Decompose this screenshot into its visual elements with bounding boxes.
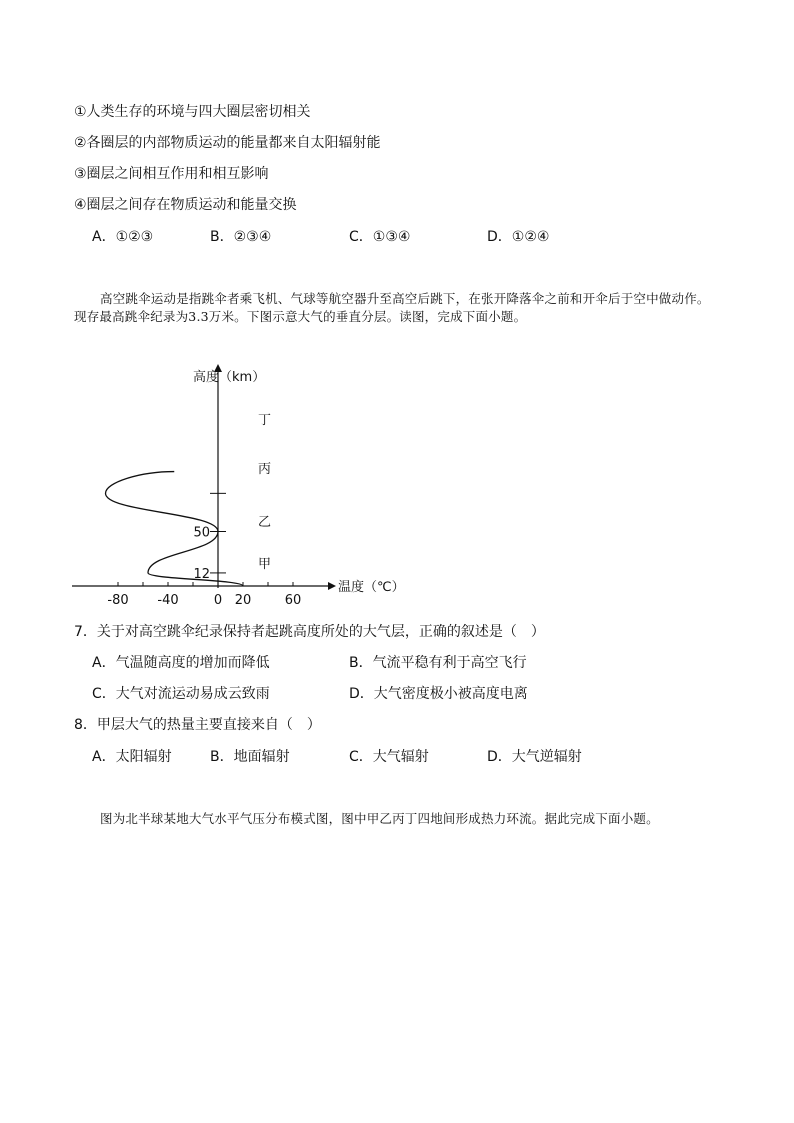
x-tick-label: 20	[234, 593, 252, 608]
q7-option-a[interactable]	[92, 654, 270, 672]
option-text: ①②④	[511, 229, 550, 245]
statement-4: ④圈层之间存在物质运动和能量交换	[74, 197, 297, 213]
x-tick-label: 60	[284, 593, 302, 608]
q6-option-b[interactable]	[210, 228, 271, 246]
q7-option-d[interactable]	[349, 685, 528, 703]
option-letter: B．	[349, 655, 373, 671]
option-text: 大气对流运动易成云致雨	[115, 686, 270, 702]
option-letter: D．	[349, 686, 374, 702]
statement-1: ①人类生存的环境与四大圈层密切相关	[74, 104, 311, 120]
option-text: 气流平稳有利于高空飞行	[372, 655, 527, 671]
passage-skydiving	[74, 290, 722, 326]
temperature-curve	[106, 472, 244, 586]
x-tick-label: 0	[213, 593, 223, 608]
option-text: 地面辐射	[233, 749, 290, 765]
passage-skydiving-text: 高空跳伞运动是指跳伞者乘飞机、气球等航空器升至高空后跳下，在张开降落伞之前和开伞后于空中做动作。现存最高跳伞纪录为3.3万米。下图示意大气的垂直分层。读图，完成下面小题。	[74, 291, 710, 324]
q7-option-c[interactable]	[92, 685, 270, 703]
q8-option-c[interactable]	[349, 748, 429, 766]
option-letter: C．	[349, 229, 373, 245]
q6-option-a[interactable]	[92, 228, 153, 246]
layer-label-ding: 丁	[258, 413, 272, 428]
option-letter: B．	[210, 749, 234, 765]
option-letter: A．	[92, 655, 116, 671]
option-letter: B．	[210, 229, 234, 245]
option-text: ②③④	[233, 229, 272, 245]
y-tick-label: 12	[193, 566, 210, 582]
x-tick-label: -80	[107, 593, 129, 608]
q7-option-b[interactable]	[349, 654, 527, 672]
q8-option-a[interactable]	[92, 748, 172, 766]
layer-label-bing: 丙	[258, 462, 272, 477]
q6-option-c[interactable]	[349, 228, 410, 246]
atmosphere-layer-chart	[60, 358, 420, 608]
q8-option-b[interactable]	[210, 748, 290, 766]
q6-option-d[interactable]	[487, 228, 549, 246]
y-axis-label: 高度（km）	[193, 370, 266, 385]
passage-pressure-text: 图为北半球某地大气水平气压分布模式图，图中甲乙丙丁四地间形成热力环流。据此完成下面小题。	[100, 811, 659, 826]
y-tick-label: 50	[193, 525, 210, 541]
option-text: 大气密度极小被高度电离	[373, 686, 528, 702]
option-text: 大气辐射	[372, 749, 429, 765]
q8-option-d[interactable]	[487, 748, 582, 766]
x-axis-label: 温度（℃）	[338, 580, 405, 595]
option-text: 太阳辐射	[115, 749, 172, 765]
option-text: ①③④	[372, 229, 411, 245]
passage-pressure	[74, 810, 722, 828]
option-letter: A．	[92, 749, 116, 765]
statement-3: ③圈层之间相互作用和相互影响	[74, 166, 269, 182]
q8-stem: 8．甲层大气的热量主要直接来自（ ）	[74, 717, 321, 733]
option-text: 大气逆辐射	[511, 749, 582, 765]
x-tick-label: -40	[157, 593, 179, 608]
option-letter: C．	[349, 749, 373, 765]
option-text: ①②③	[115, 229, 154, 245]
option-text: 气温随高度的增加而降低	[115, 655, 270, 671]
option-letter: A．	[92, 229, 116, 245]
layer-label-yi: 乙	[258, 515, 272, 530]
layer-label-jia: 甲	[258, 557, 272, 572]
option-letter: C．	[92, 686, 116, 702]
y-ticks	[193, 493, 226, 582]
statement-2: ②各圈层的内部物质运动的能量都来自太阳辐射能	[74, 135, 381, 151]
option-letter: D．	[487, 229, 512, 245]
option-letter: D．	[487, 749, 512, 765]
q7-stem: 7．关于对高空跳伞纪录保持者起跳高度所处的大气层，正确的叙述是（ ）	[74, 624, 545, 640]
